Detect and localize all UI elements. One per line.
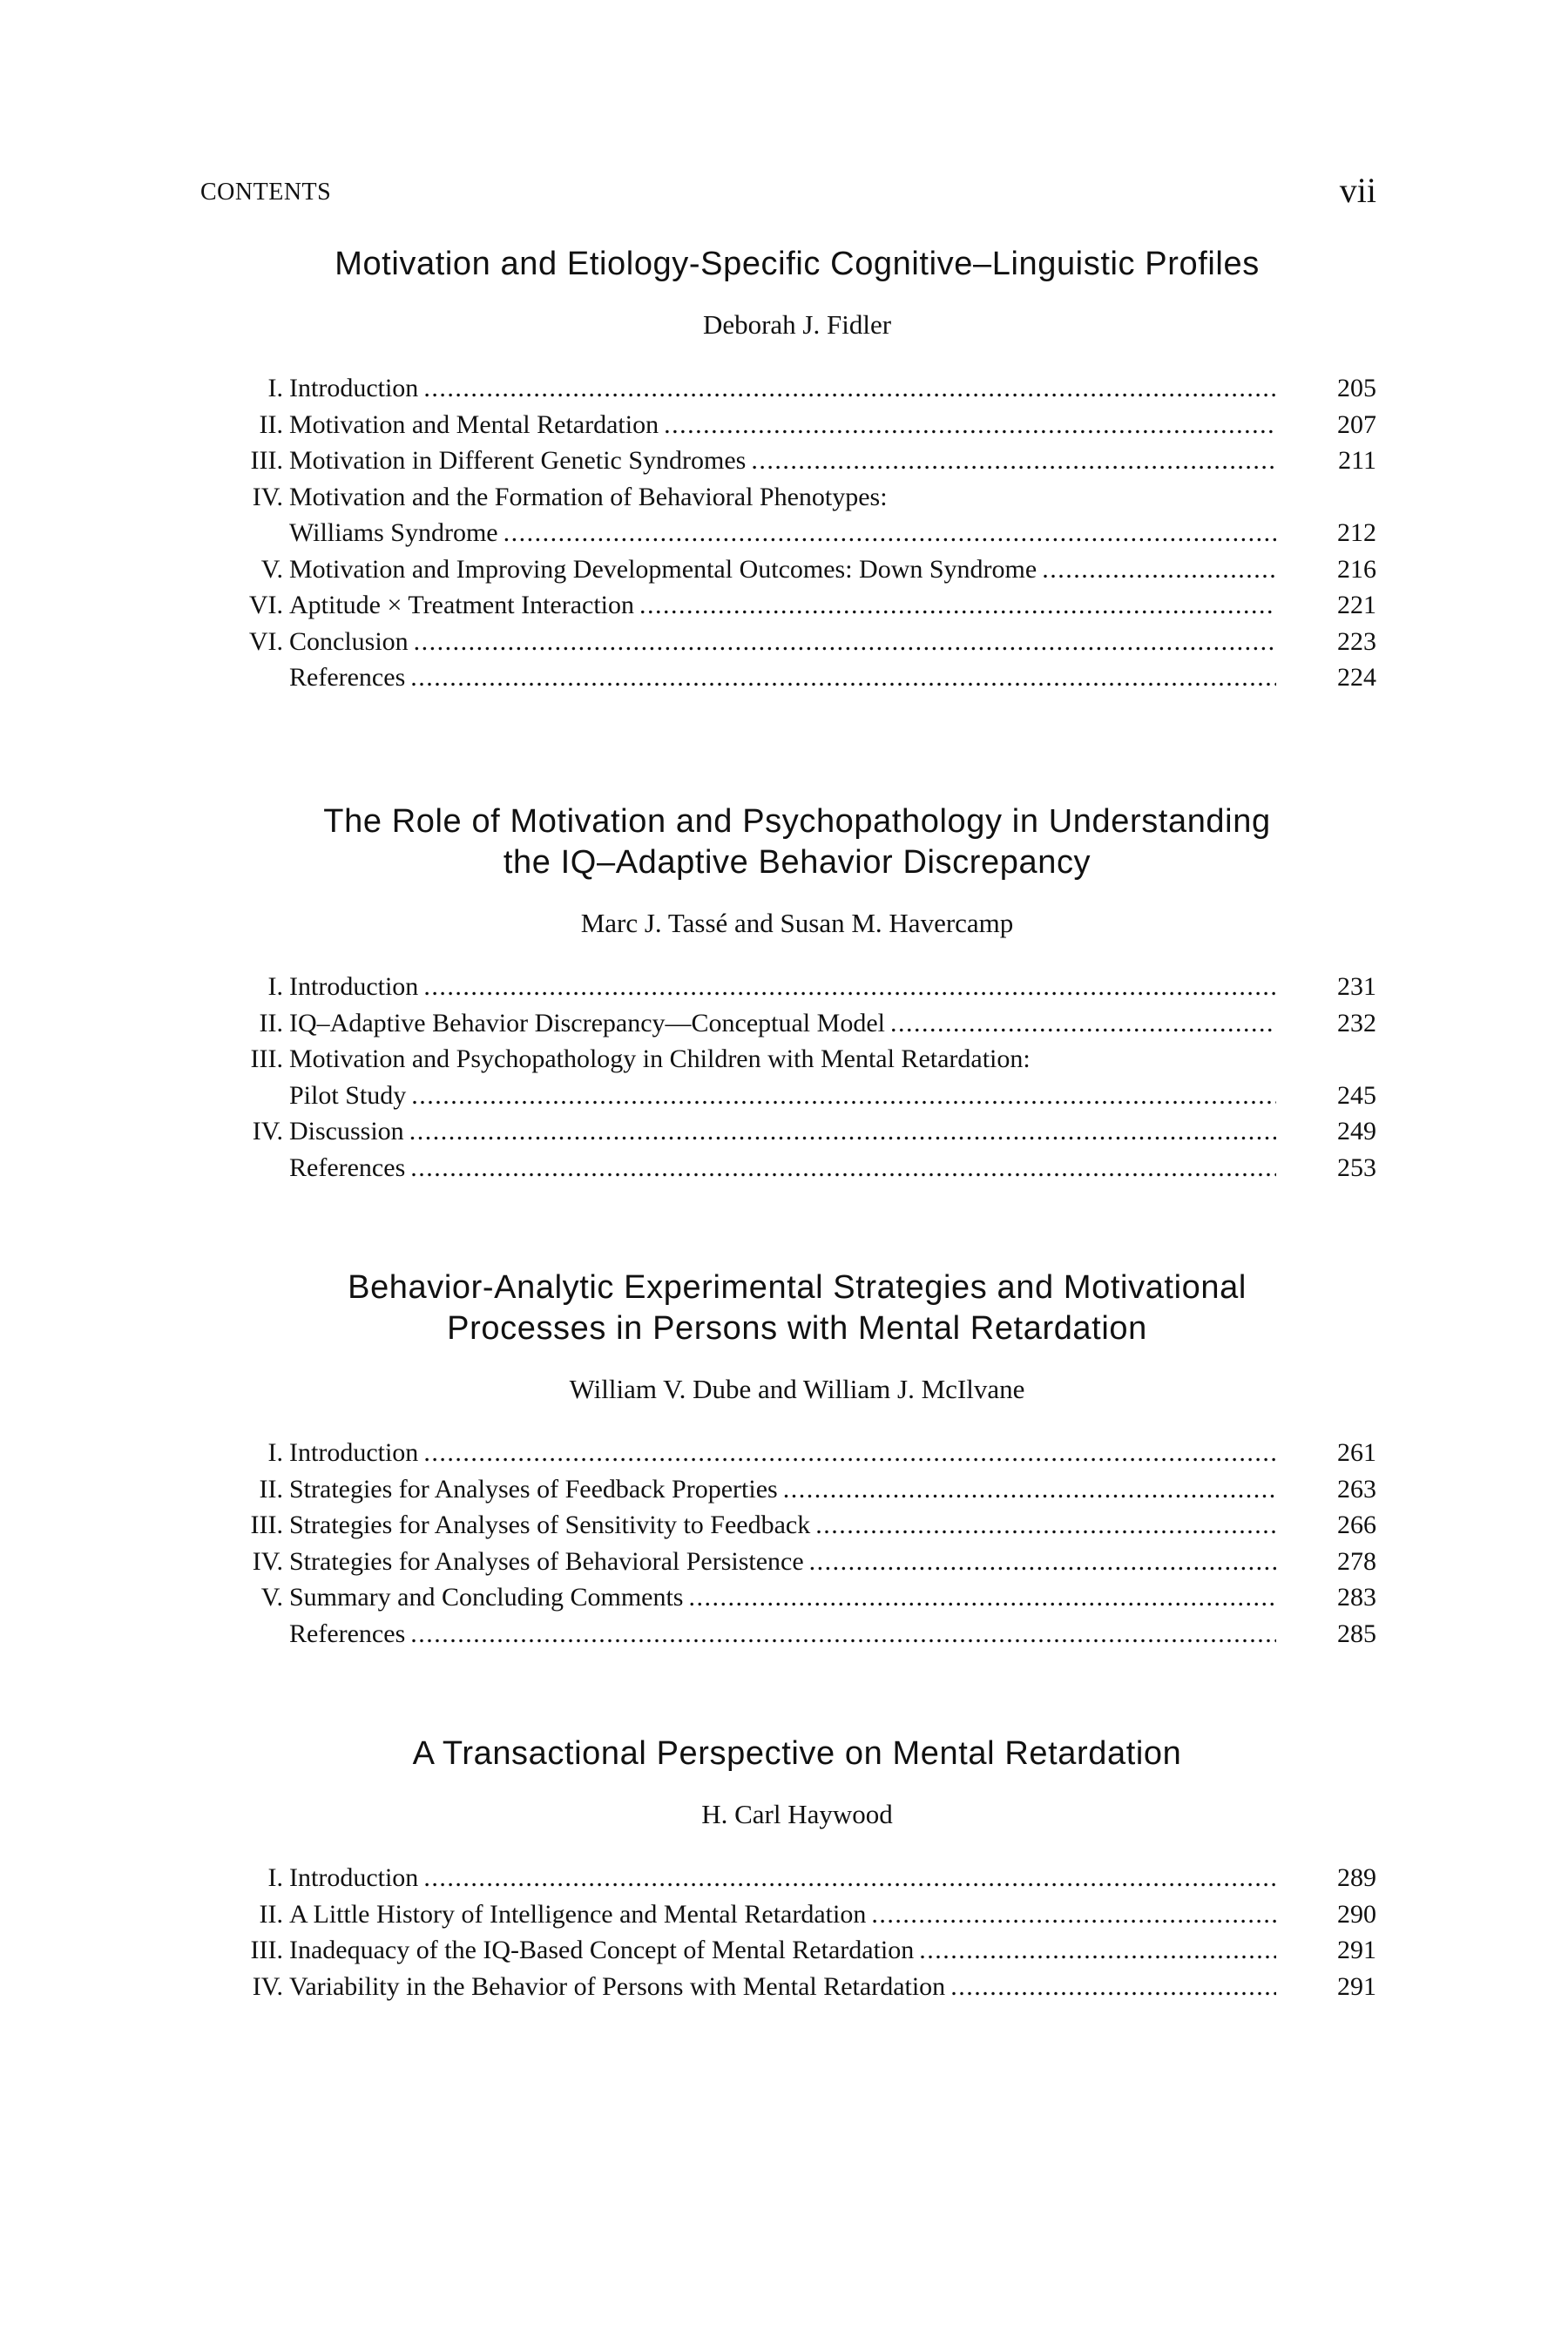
section-numeral: III. — [250, 1511, 283, 1539]
section-page-number: 245 — [1337, 1080, 1376, 1110]
toc-row — [218, 624, 1376, 660]
section-title: Introduction — [289, 1863, 419, 1892]
section-title: Pilot Study — [289, 1080, 407, 1110]
section-page-number: 291 — [1337, 1936, 1376, 1964]
section-title: Motivation in Different Genetic Syndromes — [289, 446, 747, 475]
chapter-author: H. Carl Haywood — [701, 1799, 893, 1829]
section-page-number: 216 — [1337, 554, 1376, 584]
dot-leader — [410, 1616, 1276, 1652]
section-title: Inadequacy of the IQ-Based Concept of Mental Retardation — [289, 1936, 915, 1964]
dot-leader — [423, 1860, 1276, 1896]
dot-leader — [639, 587, 1276, 624]
toc-row — [218, 1616, 1376, 1652]
dot-leader — [919, 1932, 1276, 1969]
section-title: References — [289, 1152, 406, 1182]
section-numeral: III. — [250, 1044, 283, 1073]
section-title: Motivation and the Formation of Behavioral Phenotypes: — [289, 482, 888, 511]
dot-leader — [783, 1471, 1276, 1508]
section-title: Aptitude × Treatment Interaction — [289, 591, 635, 619]
dot-leader — [950, 1969, 1276, 2005]
toc-row — [218, 407, 1376, 443]
dot-leader — [809, 1544, 1276, 1580]
section-title: References — [289, 663, 406, 692]
section-numeral: VI. — [248, 591, 283, 619]
section-page-number: 266 — [1337, 1511, 1376, 1539]
section-numeral: IV. — [252, 1546, 283, 1576]
section-page-number: 221 — [1337, 591, 1376, 619]
toc-row — [218, 1150, 1376, 1186]
toc-row — [218, 1507, 1376, 1544]
section-page-number: 223 — [1337, 626, 1376, 656]
toc-row — [218, 1579, 1376, 1616]
chapter-title-line: A Transactional Perspective on Mental Retardation — [412, 1735, 1182, 1772]
toc-row — [218, 1113, 1376, 1150]
section-numeral: V. — [260, 1583, 283, 1612]
section-title: Summary and Concluding Comments — [289, 1583, 684, 1612]
section-title: Motivation and Psychopathology in Children with Mental Retardation: — [289, 1044, 1031, 1073]
dot-leader — [871, 1896, 1276, 1933]
dot-leader — [688, 1579, 1276, 1616]
section-numeral: I. — [267, 972, 283, 1001]
chapter-block — [218, 1734, 1376, 2004]
section-page-number: 232 — [1337, 1008, 1376, 1037]
section-numeral: V. — [260, 554, 283, 584]
section-page-number: 291 — [1337, 1971, 1376, 2001]
section-page-number: 289 — [1337, 1863, 1376, 1892]
dot-leader — [414, 624, 1276, 660]
section-title: Strategies for Analyses of Behavioral Persistence — [289, 1546, 804, 1576]
toc-row — [218, 1544, 1376, 1580]
toc-row — [218, 1078, 1376, 1114]
section-page-number: 212 — [1337, 518, 1376, 547]
chapter-author: William V. Dube and William J. McIlvane — [569, 1374, 1025, 1404]
dot-leader — [410, 659, 1276, 696]
toc-row — [218, 1932, 1376, 1969]
dot-leader — [423, 969, 1276, 1005]
section-page-number: 290 — [1337, 1899, 1376, 1929]
chapter-title-line: Behavior-Analytic Experimental Strategies and Motivational — [348, 1269, 1247, 1306]
dot-leader — [409, 1113, 1276, 1150]
toc-row — [218, 1041, 1376, 1078]
dot-leader — [751, 443, 1276, 479]
dot-leader — [890, 1005, 1276, 1042]
chapter-title-line: the IQ–Adaptive Behavior Discrepancy — [503, 844, 1092, 881]
section-numeral: IV. — [252, 482, 283, 511]
toc-row — [218, 587, 1376, 624]
toc-row — [218, 1471, 1376, 1508]
dot-leader — [423, 1435, 1276, 1471]
section-page-number: 207 — [1337, 409, 1376, 439]
section-page-number: 224 — [1337, 663, 1376, 692]
chapter-title-line: Processes in Persons with Mental Retardation — [447, 1310, 1147, 1347]
chapter-title-line: Motivation and Etiology-Specific Cognitive–Linguistic Profiles — [335, 246, 1260, 282]
section-page-number: 253 — [1337, 1152, 1376, 1182]
toc-entries — [218, 969, 1376, 1186]
dot-leader — [815, 1507, 1276, 1544]
section-title: References — [289, 1619, 406, 1648]
toc-row — [218, 659, 1376, 696]
section-numeral: I. — [267, 374, 283, 402]
toc-row — [218, 969, 1376, 1005]
toc-row — [218, 1860, 1376, 1896]
toc-row — [218, 479, 1376, 516]
toc-row — [218, 443, 1376, 479]
section-title: A Little History of Intelligence and Mental Retardation — [289, 1899, 867, 1929]
section-numeral: IV. — [252, 1117, 283, 1146]
chapter-author: Deborah J. Fidler — [702, 309, 892, 340]
toc-entries — [218, 1435, 1376, 1652]
section-title: Strategies for Analyses of Sensitivity to Feedback — [289, 1511, 811, 1539]
dot-leader — [423, 370, 1276, 407]
toc-row — [218, 1435, 1376, 1471]
chapter-block — [218, 1267, 1376, 1652]
chapter-author: Marc J. Tassé and Susan M. Havercamp — [580, 908, 1014, 938]
section-title: Motivation and Improving Developmental Outcomes: Down Syndrome — [289, 554, 1037, 584]
running-head: CONTENTS — [200, 179, 332, 206]
chapter-title — [218, 244, 1376, 285]
section-page-number: 231 — [1337, 972, 1376, 1001]
section-numeral: VI. — [248, 626, 283, 656]
section-page-number: 205 — [1337, 374, 1376, 402]
section-page-number: 285 — [1337, 1619, 1376, 1648]
section-title: IQ–Adaptive Behavior Discrepancy—Conceptual Model — [289, 1008, 885, 1037]
section-title: Introduction — [289, 972, 419, 1001]
dot-leader — [504, 515, 1276, 551]
chapter-title — [218, 1267, 1376, 1349]
dot-leader — [664, 407, 1276, 443]
chapter-title — [218, 1734, 1376, 1774]
chapter-block — [218, 801, 1376, 1186]
toc-entries — [218, 1860, 1376, 2004]
section-title: Motivation and Mental Retardation — [289, 409, 659, 439]
chapter-title-line: The Role of Motivation and Psychopathology in Understanding — [323, 803, 1271, 840]
section-page-number: 278 — [1337, 1546, 1376, 1576]
dot-leader — [1042, 551, 1276, 588]
section-page-number: 261 — [1337, 1438, 1376, 1467]
section-page-number: 283 — [1337, 1583, 1376, 1612]
section-title: Introduction — [289, 374, 419, 402]
toc-row — [218, 551, 1376, 588]
section-numeral: III. — [250, 446, 283, 475]
toc-row — [218, 370, 1376, 407]
section-numeral: III. — [250, 1936, 283, 1964]
section-numeral: II. — [259, 1474, 283, 1504]
section-title: Introduction — [289, 1438, 419, 1467]
section-title: Williams Syndrome — [289, 518, 498, 547]
section-numeral: II. — [259, 1008, 283, 1037]
section-page-number: 263 — [1337, 1474, 1376, 1504]
page-number: vii — [1339, 171, 1376, 210]
section-numeral: IV. — [252, 1971, 283, 2001]
toc-row — [218, 1969, 1376, 2005]
section-title: Conclusion — [289, 626, 409, 656]
chapter-title — [218, 801, 1376, 883]
section-title: Variability in the Behavior of Persons with Mental Retardation — [289, 1971, 946, 2001]
section-title: Discussion — [289, 1117, 404, 1146]
toc-row — [218, 1005, 1376, 1042]
toc-row — [218, 515, 1376, 551]
dot-leader — [410, 1150, 1276, 1186]
section-page-number: 249 — [1337, 1117, 1376, 1146]
section-title: Strategies for Analyses of Feedback Properties — [289, 1474, 778, 1504]
section-numeral: I. — [267, 1863, 283, 1892]
section-numeral: II. — [259, 1899, 283, 1929]
page-header — [200, 170, 1376, 213]
section-page-number: 211 — [1338, 446, 1376, 475]
section-numeral: II. — [259, 409, 283, 439]
dot-leader — [411, 1078, 1276, 1114]
toc-row — [218, 1896, 1376, 1933]
chapter-block — [218, 244, 1376, 696]
section-numeral: I. — [267, 1438, 283, 1467]
toc-entries — [218, 370, 1376, 696]
